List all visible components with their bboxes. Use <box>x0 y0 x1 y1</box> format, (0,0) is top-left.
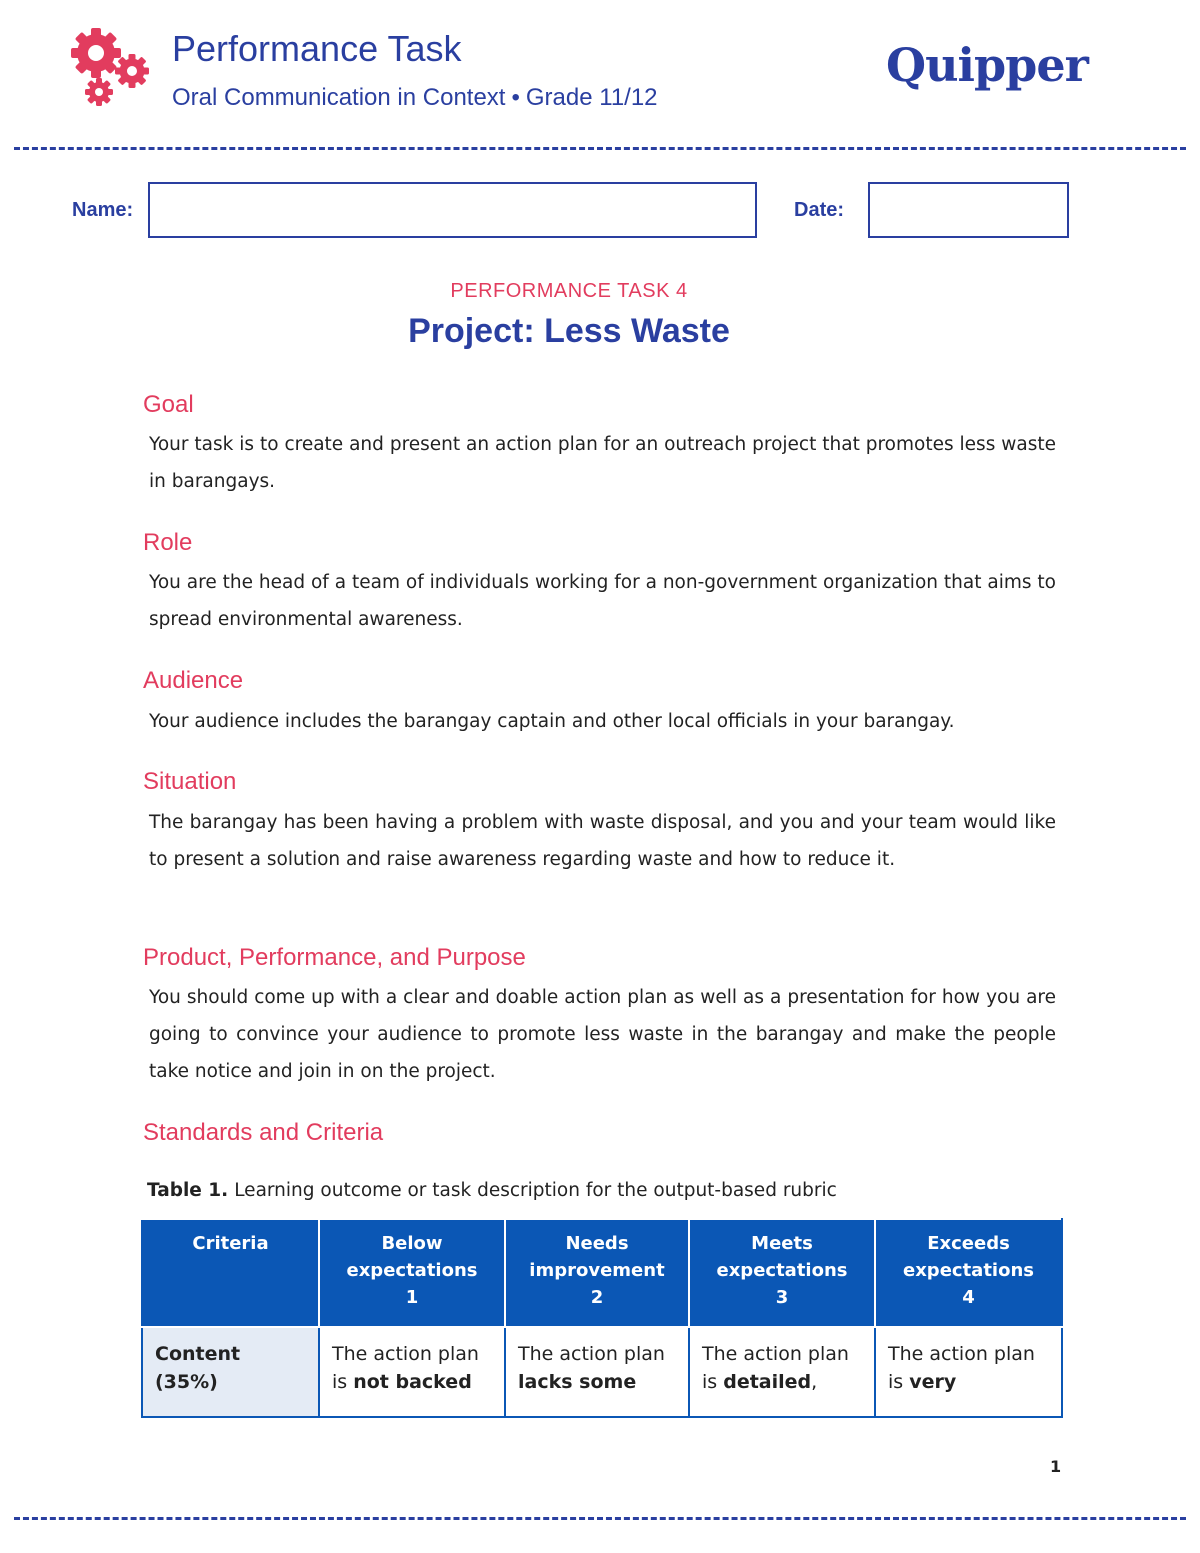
document-title: Performance Task <box>172 28 462 69</box>
name-field[interactable] <box>148 182 757 238</box>
subtitle-separator: • <box>511 84 520 111</box>
goal-heading: Goal <box>143 391 194 418</box>
task-title: Project: Less Waste <box>408 312 730 350</box>
rubric-table <box>141 1218 1063 1418</box>
table-header-row <box>142 1219 1062 1327</box>
situation-heading: Situation <box>143 768 237 795</box>
column-header: Below expectations 1 <box>319 1219 505 1327</box>
table-cell: The action plan is detailed, <box>689 1327 875 1417</box>
table-row <box>142 1327 1062 1417</box>
quipper-logo: Quipper <box>886 38 1088 92</box>
column-header: Exceeds expectations 4 <box>875 1219 1062 1327</box>
criteria-cell: Content (35%) <box>142 1327 319 1417</box>
goal-text: Your task is to create and present an action plan for an outreach project that promotes less waste in barangays. <box>149 434 1056 492</box>
column-header: Needs improvement 2 <box>505 1219 689 1327</box>
table-cell: The action plan is very <box>875 1327 1062 1417</box>
column-header: Criteria <box>142 1219 319 1327</box>
footer-divider <box>14 1517 1186 1520</box>
date-field[interactable] <box>868 182 1069 238</box>
date-label: Date: <box>794 199 845 221</box>
column-header: Meets expectations 3 <box>689 1219 875 1327</box>
grade-level: Grade 11/12 <box>525 84 658 111</box>
table-cell: The action plan is not backed <box>319 1327 505 1417</box>
audience-text: Your audience includes the barangay captain and other local officials in your barangay. <box>149 711 955 732</box>
standards-heading: Standards and Criteria <box>143 1119 384 1146</box>
document-subtitle <box>172 84 658 112</box>
product-heading: Product, Performance, and Purpose <box>143 944 526 971</box>
product-text: You should come up with a clear and doable action plan as well as a presentation for how you are going to convince your audience to promote less waste in the barangay and make the people take notice and join in on the project. <box>149 987 1056 1082</box>
table-caption-label: Table 1. <box>147 1180 229 1201</box>
situation-text: The barangay has been having a problem with waste disposal, and you and your team would like to present a solution and raise awareness regarding waste and how to reduce it. <box>149 812 1056 870</box>
page-number: 1 <box>1050 1457 1062 1476</box>
task-number-label: PERFORMANCE TASK 4 <box>450 280 688 302</box>
subject-name: Oral Communication in Context <box>172 84 506 111</box>
gears-logo-icon <box>66 26 152 108</box>
table-caption-text: Learning outcome or task description for the output-based rubric <box>234 1180 837 1201</box>
table-caption <box>147 1180 837 1201</box>
header-divider <box>14 147 1186 150</box>
role-heading: Role <box>143 529 193 556</box>
table-cell: The action plan lacks some <box>505 1327 689 1417</box>
name-label: Name: <box>72 199 134 221</box>
audience-heading: Audience <box>143 667 244 694</box>
role-text: You are the head of a team of individuals working for a non-government organization that aims to spread environmental awareness. <box>149 572 1056 630</box>
